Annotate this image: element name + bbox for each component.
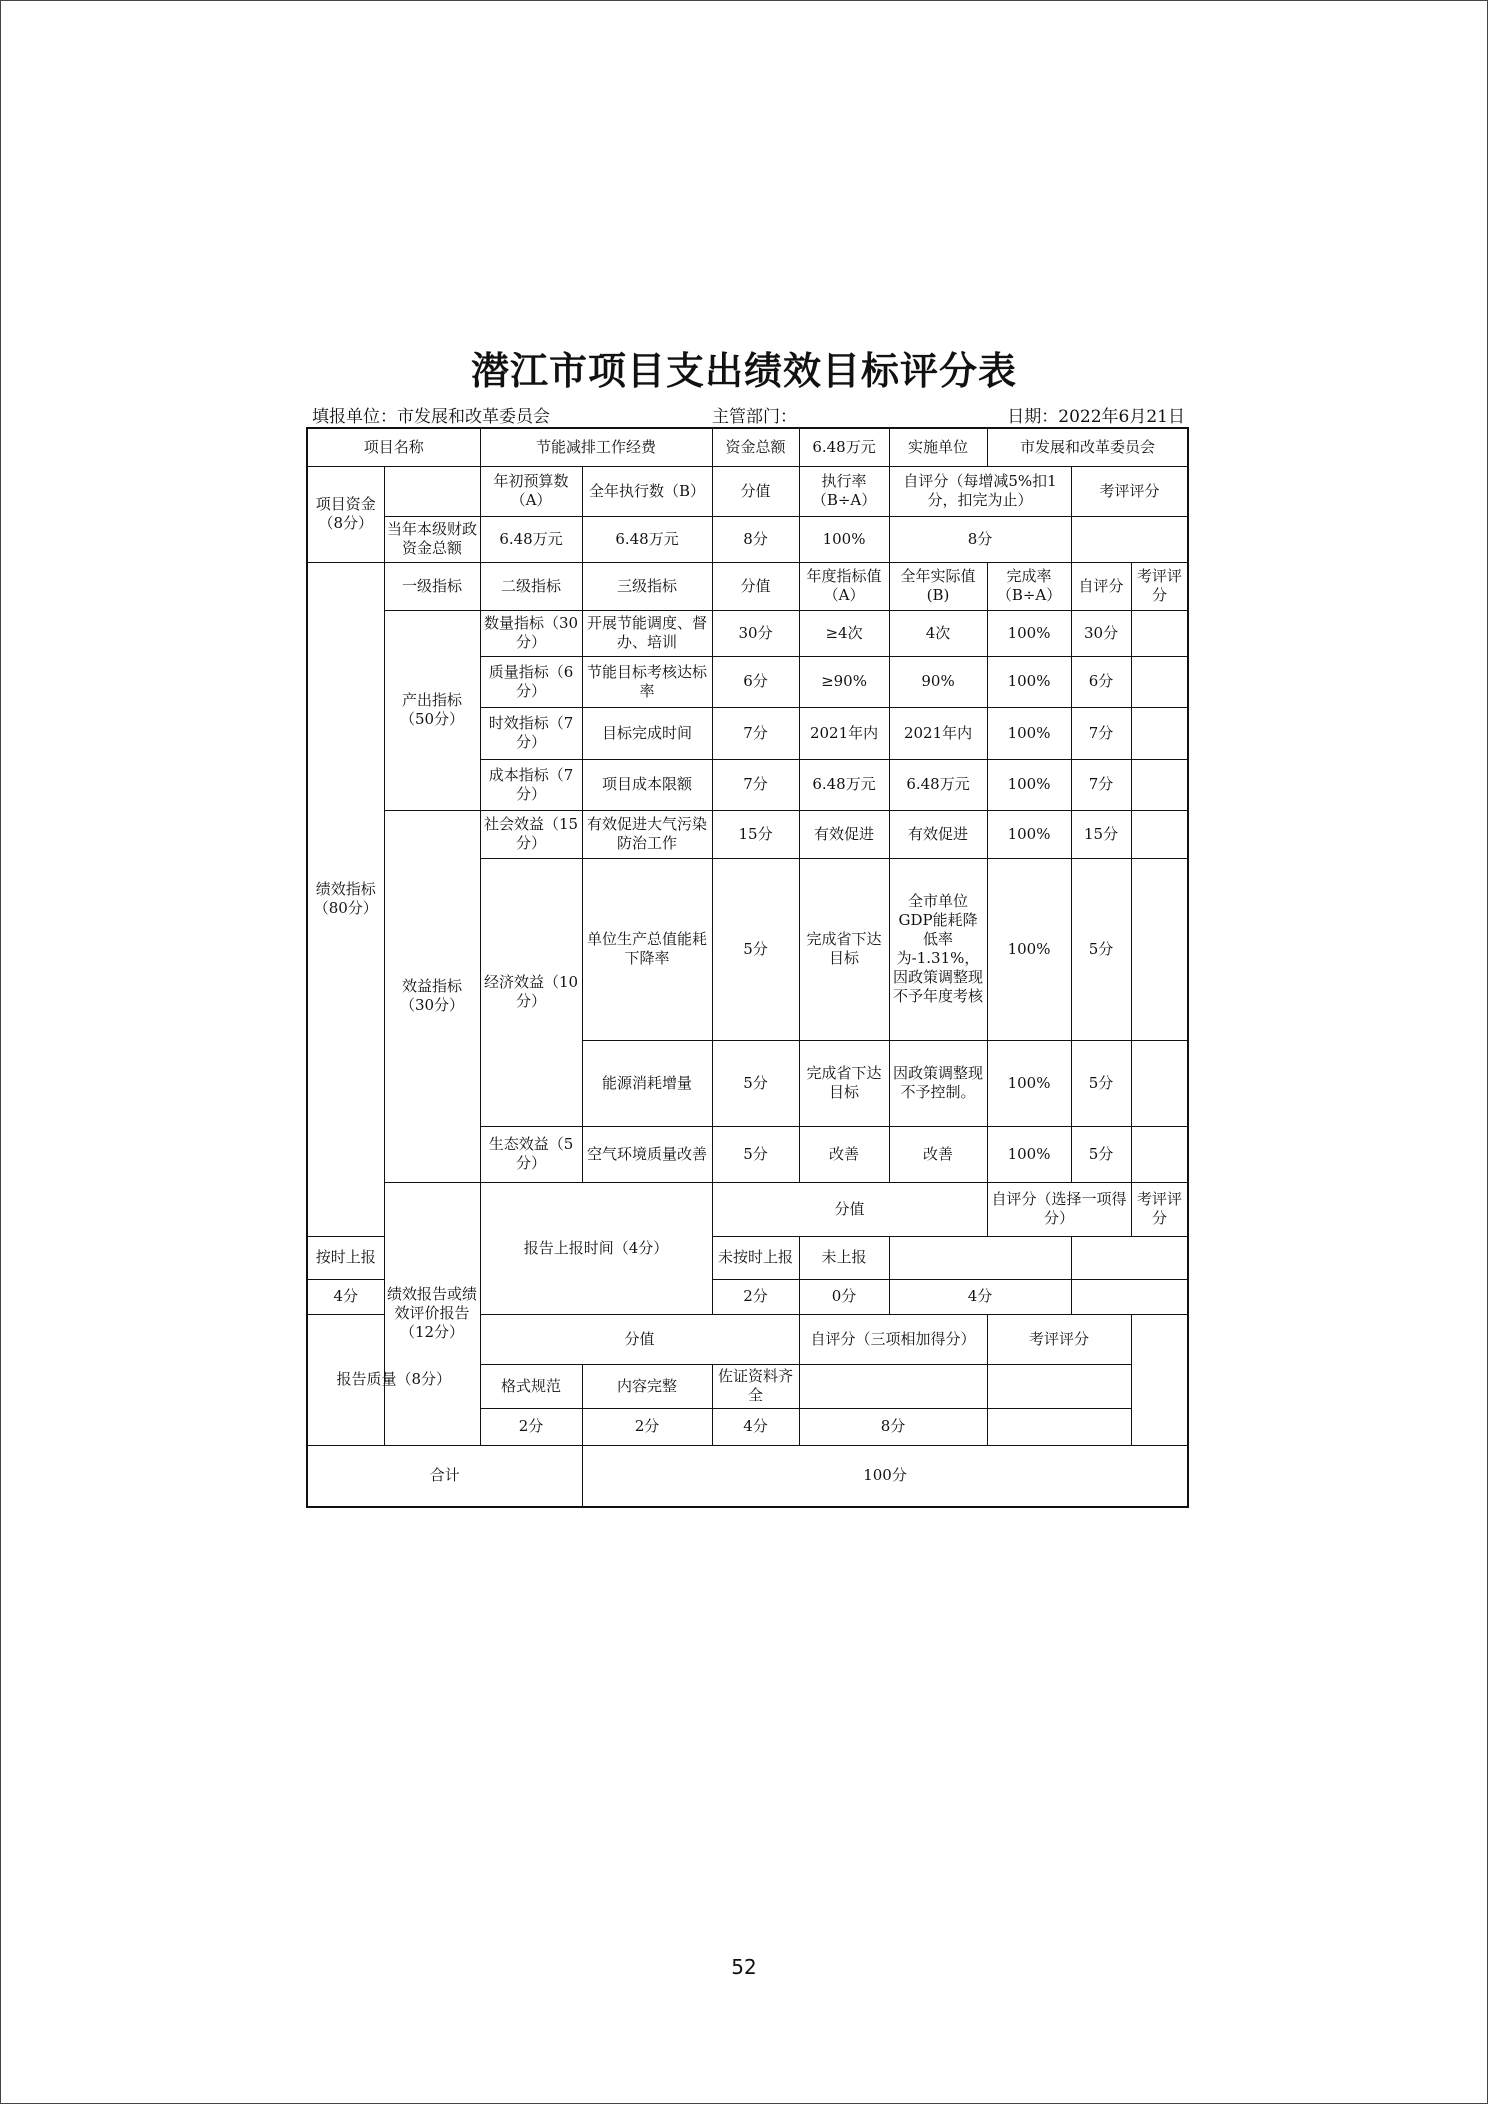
table-row — [307, 810, 1188, 858]
indicator-score: 30分 — [712, 610, 799, 656]
indicator-actual: 4次 — [889, 610, 987, 656]
output-indicator-label: 产出指标（50分） — [384, 610, 480, 810]
table-row — [307, 610, 1188, 656]
implementing-unit-value: 市发展和改革委员会 — [987, 428, 1188, 466]
indicator-target: 有效促进 — [799, 810, 889, 858]
indicator-self-score: 7分 — [1071, 707, 1131, 759]
report-quality-option: 内容完整 — [582, 1364, 712, 1408]
indicator-review-score — [1131, 656, 1188, 707]
budget-header: 年初预算数（A） — [480, 466, 582, 516]
indicator-review-header: 考评评分 — [1131, 562, 1188, 610]
indicator-self-score: 30分 — [1071, 610, 1131, 656]
funds-section-label: 项目资金（8分） — [307, 466, 384, 562]
indicator-self-score: 7分 — [1071, 759, 1131, 810]
table-row — [307, 1182, 1188, 1236]
indicator-target: ≥90% — [799, 656, 889, 707]
indicator-score: 6分 — [712, 656, 799, 707]
report-quality-option: 格式规范 — [480, 1364, 582, 1408]
report-date: 日期：2022年6月21日 — [1007, 407, 1185, 427]
indicator-rate: 100% — [987, 1126, 1071, 1182]
indicator-rate: 100% — [987, 656, 1071, 707]
indicator-review-score — [1131, 858, 1188, 1040]
indicator-level2: 数量指标（30分） — [480, 610, 582, 656]
indicator-target: 改善 — [799, 1126, 889, 1182]
report-time-option: 未按时上报 — [712, 1236, 799, 1279]
budget-value: 6.48万元 — [480, 516, 582, 562]
report-time-self-blank — [889, 1236, 1071, 1279]
report-time-value: 0分 — [799, 1279, 889, 1314]
indicator-review-score — [1131, 810, 1188, 858]
indicator-self-header: 自评分 — [1071, 562, 1131, 610]
indicator-actual: 改善 — [889, 1126, 987, 1182]
indicator-target: 2021年内 — [799, 707, 889, 759]
report-time-review-blank — [1071, 1236, 1188, 1279]
report-time-label: 报告上报时间（4分） — [480, 1182, 712, 1314]
report-quality-score-header: 分值 — [480, 1314, 799, 1364]
report-quality-self-score: 8分 — [799, 1408, 987, 1445]
report-quality-review-score — [987, 1408, 1131, 1445]
document-title: 潜江市项目支出绩效目标评分表 — [470, 348, 1017, 393]
report-quality-self-header: 自评分（三项相加得分） — [799, 1314, 987, 1364]
implementing-unit-label: 实施单位 — [889, 428, 987, 466]
indicator-actual: 6.48万元 — [889, 759, 987, 810]
indicator-actual: 全市单位GDP能耗降低率为-1.31%，因政策调整现不予年度考核 — [889, 858, 987, 1040]
indicator-level3: 项目成本限额 — [582, 759, 712, 810]
indicator-score: 5分 — [712, 858, 799, 1040]
actual-value-header: 全年实际值(B) — [889, 562, 987, 610]
execution-rate-value: 100% — [799, 516, 889, 562]
funds-self-score: 8分 — [889, 516, 1071, 562]
indicator-score-header: 分值 — [712, 562, 799, 610]
project-name-label: 项目名称 — [307, 428, 480, 466]
report-time-self-score: 4分 — [889, 1279, 1071, 1314]
review-score-header: 考评评分 — [1071, 466, 1188, 516]
funds-review-score — [1071, 516, 1188, 562]
report-time-self-header: 自评分（选择一项得分） — [987, 1182, 1131, 1236]
indicator-review-score — [1131, 610, 1188, 656]
indicator-score: 15分 — [712, 810, 799, 858]
indicator-review-score — [1131, 1040, 1188, 1126]
indicator-review-score — [1131, 759, 1188, 810]
indicator-level3: 空气环境质量改善 — [582, 1126, 712, 1182]
indicator-actual: 有效促进 — [889, 810, 987, 858]
indicator-rate: 100% — [987, 707, 1071, 759]
indicator-rate: 100% — [987, 858, 1071, 1040]
indicator-score: 7分 — [712, 707, 799, 759]
indicator-self-score: 6分 — [1071, 656, 1131, 707]
report-quality-review-header: 考评评分 — [987, 1314, 1131, 1364]
report-quality-value: 2分 — [480, 1408, 582, 1445]
report-time-value: 4分 — [307, 1279, 384, 1314]
supervising-department: 主管部门： — [712, 407, 797, 427]
indicator-rate: 100% — [987, 610, 1071, 656]
indicator-review-score — [1131, 707, 1188, 759]
report-quality-self-blank — [799, 1364, 987, 1408]
report-quality-label: 报告质量（8分） — [307, 1314, 480, 1445]
reporting-unit: 填报单位：市发展和改革委员会 — [312, 407, 550, 427]
page-number: 52 — [731, 1955, 757, 1979]
level1-header: 一级指标 — [384, 562, 480, 610]
indicator-self-score: 5分 — [1071, 1126, 1131, 1182]
self-score-header: 自评分（每增减5%扣1分，扣完为止） — [889, 466, 1071, 516]
report-quality-review-blank — [987, 1364, 1131, 1408]
total-funds-label: 资金总额 — [712, 428, 799, 466]
indicator-rate: 100% — [987, 759, 1071, 810]
annual-target-header: 年度指标值（A） — [799, 562, 889, 610]
indicator-level2: 生态效益（5分） — [480, 1126, 582, 1182]
indicator-level2: 质量指标（6分） — [480, 656, 582, 707]
total-label: 合计 — [307, 1445, 582, 1507]
indicator-target: 完成省下达目标 — [799, 1040, 889, 1126]
indicator-level3: 有效促进大气污染防治工作 — [582, 810, 712, 858]
report-time-review-header: 考评评分 — [1131, 1182, 1188, 1236]
benefit-indicator-label: 效益指标（30分） — [384, 810, 480, 1182]
table-row — [307, 562, 1188, 610]
funds-score-value: 8分 — [712, 516, 799, 562]
indicator-actual: 90% — [889, 656, 987, 707]
indicator-level3: 能源消耗增量 — [582, 1040, 712, 1126]
table-row — [307, 466, 1188, 516]
report-quality-value: 2分 — [582, 1408, 712, 1445]
report-time-option: 按时上报 — [307, 1236, 384, 1279]
indicator-level3: 目标完成时间 — [582, 707, 712, 759]
report-time-score-header: 分值 — [712, 1182, 987, 1236]
indicator-score: 5分 — [712, 1040, 799, 1126]
indicator-level2: 社会效益（15分） — [480, 810, 582, 858]
execution-rate-header: 执行率（B÷A） — [799, 466, 889, 516]
report-quality-value: 4分 — [712, 1408, 799, 1445]
indicator-level2: 成本指标（7分） — [480, 759, 582, 810]
indicator-target: ≥4次 — [799, 610, 889, 656]
total-funds-value: 6.48万元 — [799, 428, 889, 466]
table-row — [307, 1445, 1188, 1507]
indicator-actual: 2021年内 — [889, 707, 987, 759]
indicator-level3: 开展节能调度、督办、培训 — [582, 610, 712, 656]
report-time-option: 未上报 — [799, 1236, 889, 1279]
table-row — [307, 516, 1188, 562]
economic-benefit-label: 经济效益（10分） — [480, 858, 582, 1126]
indicator-target: 6.48万元 — [799, 759, 889, 810]
execution-header: 全年执行数（B） — [582, 466, 712, 516]
indicator-score: 5分 — [712, 1126, 799, 1182]
indicator-level2: 时效指标（7分） — [480, 707, 582, 759]
indicator-self-score: 15分 — [1071, 810, 1131, 858]
indicator-review-score — [1131, 1126, 1188, 1182]
indicator-rate: 100% — [987, 1040, 1071, 1126]
indicator-actual: 因政策调整现不予控制。 — [889, 1040, 987, 1126]
execution-value: 6.48万元 — [582, 516, 712, 562]
funds-row-label: 当年本级财政资金总额 — [384, 516, 480, 562]
performance-section-label: 绩效指标（80分） — [307, 562, 384, 1236]
table-row — [307, 428, 1188, 466]
report-quality-option: 佐证资料齐全 — [712, 1364, 799, 1408]
completion-rate-header: 完成率（B÷A） — [987, 562, 1071, 610]
report-time-review-score — [1071, 1279, 1188, 1314]
indicator-level3: 节能目标考核达标率 — [582, 656, 712, 707]
indicator-level3: 单位生产总值能耗下降率 — [582, 858, 712, 1040]
indicator-self-score: 5分 — [1071, 858, 1131, 1040]
funds-blank-cell — [384, 466, 480, 516]
indicator-rate: 100% — [987, 810, 1071, 858]
indicator-score: 7分 — [712, 759, 799, 810]
performance-score-table — [306, 427, 1189, 1508]
score-header: 分值 — [712, 466, 799, 516]
level3-header: 三级指标 — [582, 562, 712, 610]
report-section-label: 绩效报告或绩效评价报告（12分） — [384, 1182, 480, 1445]
indicator-target: 完成省下达目标 — [799, 858, 889, 1040]
total-value: 100分 — [582, 1445, 1188, 1507]
indicator-self-score: 5分 — [1071, 1040, 1131, 1126]
project-name-value: 节能减排工作经费 — [480, 428, 712, 466]
report-time-value: 2分 — [712, 1279, 799, 1314]
level2-header: 二级指标 — [480, 562, 582, 610]
